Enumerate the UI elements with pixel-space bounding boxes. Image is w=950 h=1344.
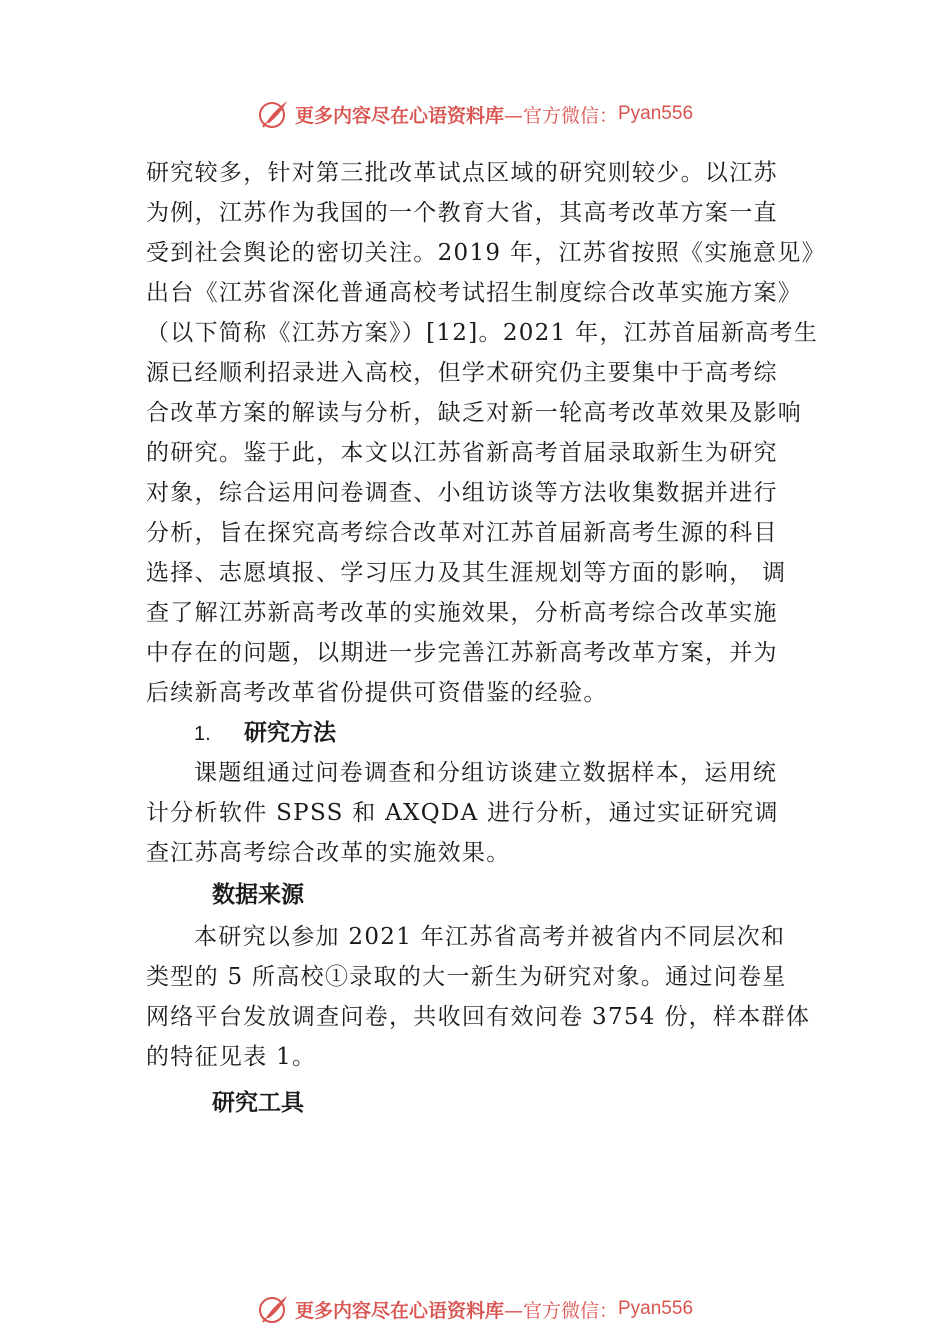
banner-wechat-id: Pyan556 xyxy=(618,1298,694,1319)
text-line: 本研究以参加 2021 年江苏省高考并被省内不同层次和 xyxy=(194,924,786,950)
data-source-paragraph xyxy=(146,917,816,1077)
footer-banner xyxy=(0,1289,950,1329)
section-heading-methods xyxy=(146,713,816,753)
text-line: 类型的 5 所高校①录取的大一新生为研究对象。通过问卷星 xyxy=(146,964,787,990)
header-banner xyxy=(0,94,950,134)
section-number: 1. xyxy=(194,723,211,745)
text-line: 网络平台发放调查问卷，共收回有效问卷 3754 份，样本群体 xyxy=(146,1004,811,1030)
text-line: 选择、志愿填报、学习压力及其生涯规划等方面的影响， 调 xyxy=(146,560,787,586)
text-line: 中存在的问题，以期进一步完善江苏新高考改革方案，并为 xyxy=(146,640,778,666)
methods-paragraph xyxy=(146,753,816,873)
text-line: 查了解江苏新高考改革的实施效果，分析高考综合改革实施 xyxy=(146,600,778,626)
text-line: 合改革方案的解读与分析，缺乏对新一轮高考改革效果及影响 xyxy=(146,400,803,426)
banner-main-text: 更多内容尽在心语资料库 xyxy=(294,1299,504,1322)
text-line: 后续新高考改革省份提供可资借鉴的经验。 xyxy=(146,680,608,706)
text-line: 的特征见表 1。 xyxy=(146,1044,317,1070)
section-title: 研究方法 xyxy=(244,720,336,746)
text-line: （以下简称《江苏方案》）[12]。2021 年，江苏首届新高考生 xyxy=(146,320,819,346)
banner-wechat-id: Pyan556 xyxy=(618,103,694,124)
text-line: 为例，江苏作为我国的一个教育大省，其高考改革方案一直 xyxy=(146,200,778,226)
banner-separator-text: —官方微信： xyxy=(503,104,618,127)
subsection-heading-tools: 研究工具 xyxy=(212,1090,304,1116)
text-line: 课题组通过问卷调查和分组访谈建立数据样本，运用统 xyxy=(194,760,778,786)
text-line: 分析，旨在探究高考综合改革对江苏首届新高考生源的科目 xyxy=(146,520,778,546)
text-line: 研究较多，针对第三批改革试点区域的研究则较少。以江苏 xyxy=(146,160,778,186)
text-line: 源已经顺利招录进入高校，但学术研究仍主要集中于高考综 xyxy=(146,360,778,386)
subsection-heading-data-source: 数据来源 xyxy=(212,882,304,908)
text-line: 对象，综合运用问卷调查、小组访谈等方法收集数据并进行 xyxy=(146,480,778,506)
banner-separator-text: —官方微信： xyxy=(503,1299,618,1322)
text-line: 计分析软件 SPSS 和 AXQDA 进行分析，通过实证研究调 xyxy=(146,800,779,826)
document-body xyxy=(146,153,826,1125)
quill-logo-icon xyxy=(257,1292,291,1326)
text-line: 的研究。鉴于此，本文以江苏省新高考首届录取新生为研究 xyxy=(146,440,778,466)
text-line: 查江苏高考综合改革的实施效果。 xyxy=(146,840,511,866)
intro-paragraph xyxy=(146,153,826,713)
quill-logo-icon xyxy=(257,97,291,131)
banner-main-text: 更多内容尽在心语资料库 xyxy=(294,104,504,127)
text-line: 受到社会舆论的密切关注。2019 年，江苏省按照《实施意见》 xyxy=(146,240,826,266)
text-line: 出台《江苏省深化普通高校考试招生制度综合改革实施方案》 xyxy=(146,280,803,306)
